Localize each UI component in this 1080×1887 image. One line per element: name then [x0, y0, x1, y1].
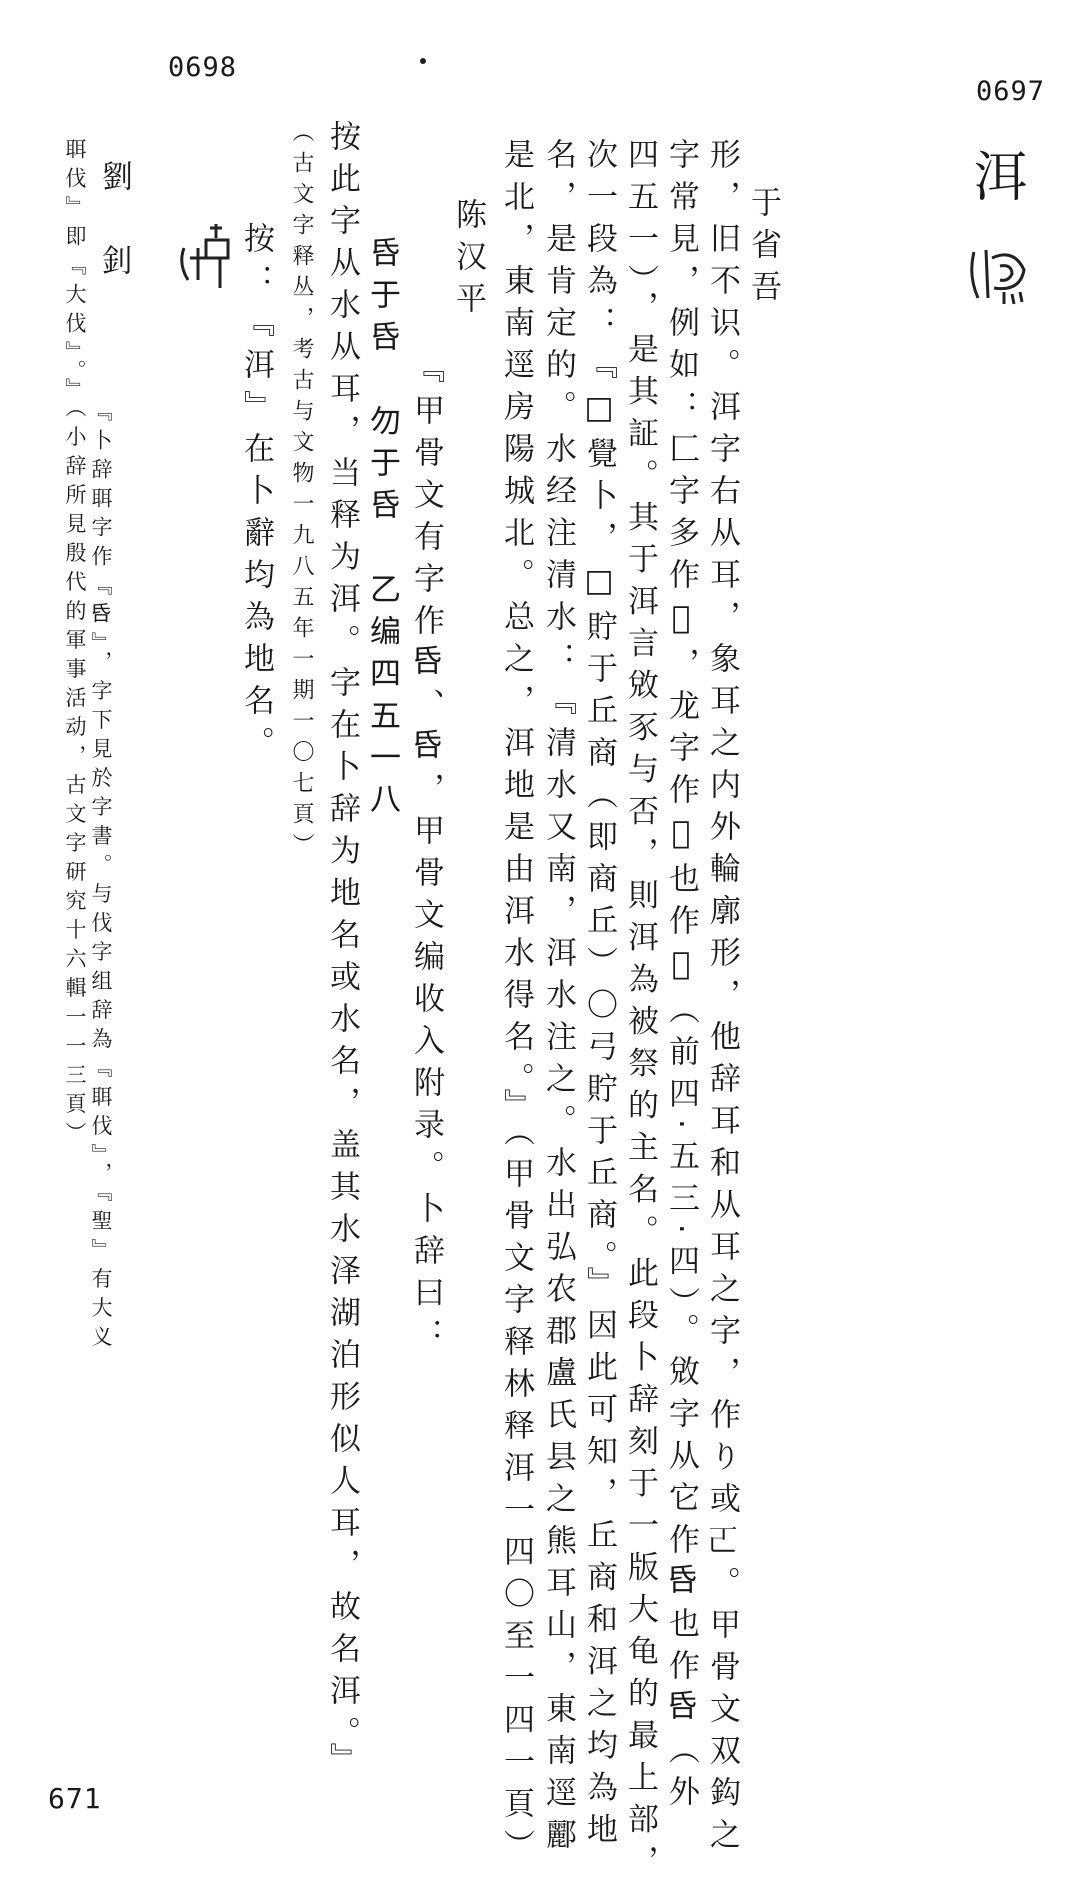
text-column-5: 次一段為：『□覺卜，□貯于丘商（即商丘）〇弓貯于丘商。』因此可知，丘商和洱之均為地 — [581, 138, 617, 1855]
citation-column: （古文字释丛，考古与文物一九八五年一期一〇七頁） — [289, 120, 314, 864]
oracle-bone-glyph-icon — [964, 240, 1034, 310]
text-column-6: 名，是肯定的。水经注清水：『清水又南，洱水注之。水出弘农郡盧氏县之熊耳山，東南逕酈 — [540, 138, 576, 1860]
note-column: 按：『洱』在卜辭均為地名。 — [238, 222, 274, 768]
page-number-left: 0698 — [168, 52, 238, 83]
text-column-2: 形，旧不识。洱字右从耳，象耳之内外輪廓形，他辞耳和从耳之字，作り或𠀀。甲骨文双鈎之 — [704, 138, 740, 1860]
author-chen-hanping: 陈汉平 — [450, 198, 486, 324]
text-column-12: 『卜辞聑字作『𠯑』，字下見於字書。与伐字组辞為『聑伐』，『聖』有大义 — [89, 400, 113, 1355]
headword: 洱 — [965, 148, 1028, 202]
text-column-11: 聑伐』即『大伐』。』（小辞所見殷代的軍事活动，古文字研究十六輯一一三頁） — [63, 138, 87, 1151]
text-column-3: 字常見，例如：匚字多作𠤬，龙字作𠯑也作𠯑（前四·五三·四）。敓字从它作𠯑也作𠯑（外 — [663, 138, 699, 1818]
center-dot — [420, 58, 426, 64]
text-column-8: 『甲骨文有字作𠯑、𠯑，甲骨文编收入附录。卜辞曰： — [408, 352, 444, 1360]
text-column-7: 是北，東南逕房陽城北。总之，洱地是由洱水得名。』（甲骨文字释林释洱一四〇至一四一頁） — [498, 138, 534, 1871]
page-number-bottom: 671 — [48, 1782, 102, 1815]
author-liu-zhao: 劉 釗 — [96, 160, 132, 286]
page-number-right: 0697 — [976, 76, 1046, 107]
text-column-1: 于省吾 — [745, 186, 781, 312]
text-column-9: 𠯑于𠯑 勿于𠯑 乙编四五一八 — [366, 238, 402, 826]
text-column-10: 按此字从水从耳，当释为洱。字在卜辞为地名或水名，盖其水泽湖泊形似人耳，故名洱。』 — [324, 120, 360, 1785]
text-column-4: 四五一），是其証。其于洱言敓豕与否，則洱為被祭的主名。此段卜辞刻于一版大龟的最上部， — [622, 138, 658, 1887]
